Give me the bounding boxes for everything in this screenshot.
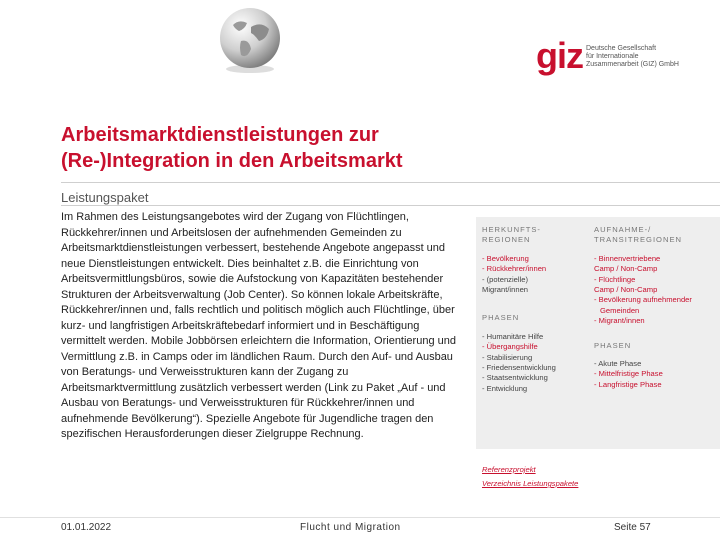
list-item: - Akute Phase (594, 359, 700, 369)
heading-line: HERKUNFTS- (482, 225, 541, 234)
list-item: - Rückkehrer/innen (482, 264, 588, 274)
list-item: - Binnenvertriebene (594, 254, 700, 264)
divider (61, 182, 720, 183)
phase-list (594, 359, 700, 390)
footer-divider (0, 517, 720, 518)
target-group-list (482, 254, 588, 296)
heading-line: TRANSITREGIONEN (594, 235, 682, 245)
host-regions-column (594, 225, 700, 390)
logo-text (586, 45, 686, 69)
list-item: - Entwicklung (482, 384, 588, 394)
list-item: Camp / Non-Camp (594, 285, 658, 295)
origin-regions-column (482, 225, 588, 394)
divider (61, 205, 720, 206)
subtitle: Leistungspaket (61, 190, 149, 205)
footer-title: Flucht und Migration (300, 522, 401, 533)
giz-logo (536, 35, 686, 78)
title-line: (Re-)Integration in den Arbeitsmarkt (61, 150, 403, 172)
list-item: Migrant/innen (482, 285, 529, 295)
heading-line: REGIONEN (482, 235, 531, 245)
list-item: - Mittelfristige Phase (594, 369, 700, 379)
target-group-list (594, 254, 700, 327)
list-item: - Flüchtlinge (594, 275, 700, 285)
list-item: - Bevölkerung (482, 254, 588, 264)
footer-date: 01.01.2022 (61, 522, 112, 533)
logo-text-line: Zusammenarbeit (GIZ) GmbH (586, 61, 679, 68)
logo-text-line: Deutsche Gesellschaft (586, 45, 657, 52)
list-item: - Übergangshilfe (482, 342, 588, 352)
list-item: - Staatsentwicklung (482, 373, 588, 383)
phase-heading: PHASEN (482, 313, 520, 323)
list-item: - (potenzielle) (482, 275, 588, 285)
phase-list (482, 332, 588, 394)
list-item: - Stabilisierung (482, 353, 588, 363)
globe-image (215, 5, 285, 75)
page-title (61, 122, 541, 174)
list-item: - Bevölkerung aufnehmender Gemeinden (594, 295, 700, 316)
list-item: Camp / Non-Camp (594, 264, 658, 274)
logo-text-line: für Internationale (586, 53, 639, 60)
title-line: Arbeitsmarktdienstleistungen zur (61, 124, 379, 146)
page-number: Seite 57 (614, 522, 651, 533)
reference-project-link[interactable]: Referenzprojekt (482, 465, 536, 474)
column-heading (594, 225, 700, 246)
phase-heading: PHASEN (594, 340, 632, 350)
list-item: - Friedensentwicklung (482, 363, 588, 373)
column-heading (482, 225, 588, 246)
body-paragraph: Im Rahmen des Leistungsangebotes wird der Zugang von Flüchtlingen, Rückkehrer/innen und Arbeitslosen der aufnehmenden Gemeinden zu Arbeitsmarktdienstleistungen verbessert, bestehende Angebote angepasst und neue Dienstleistungen entwickelt. Dies beinhaltet z.B. die Einrichtung von Arbeitsvermittlungsbüros, sowie die Aufstockung von Kapazitäten bestehender Strukturen der Arbeitsverwaltung (Job Center). So können lokale Arbeitskräfte, Rückkehrer/innen und, falls rechtlich und politisch möglich auch Flüchtlinge, über kurz- und langfristigen Arbeitskräftebedarf informiert und in Beschäftigung vermittelt werden. Mobile Jobbörsen erleichtern die Information, Orientierung und Vermittlung z.B. in Camps oder im ländlichen Raum. Durch den Auf- und Ausbau von Beratungs- und Verweisstrukturen kann der Zugang zu Arbeitsmarktvermittlung zusätzlich verbessert werden (Link zu Paket „Auf - und Ausbau von Beratungs- und Verweisstrukturen für Rückkehrer/innen und aufnehmende Bevölkerung“). Spezielle Angebote für Jugendliche tragen den spezifischen Herausforderungen dieser Zielgruppe Rechnung. (61, 211, 456, 440)
list-item: - Humanitäre Hilfe (482, 332, 588, 342)
package-directory-link[interactable]: Verzeichnis Leistungspakete (482, 479, 579, 488)
info-panel (476, 217, 720, 449)
logo-mark: giz (536, 35, 583, 76)
heading-line: AUFNAHME-/ (594, 225, 652, 234)
list-item: - Migrant/innen (594, 316, 700, 326)
list-item: - Langfristige Phase (594, 380, 700, 390)
